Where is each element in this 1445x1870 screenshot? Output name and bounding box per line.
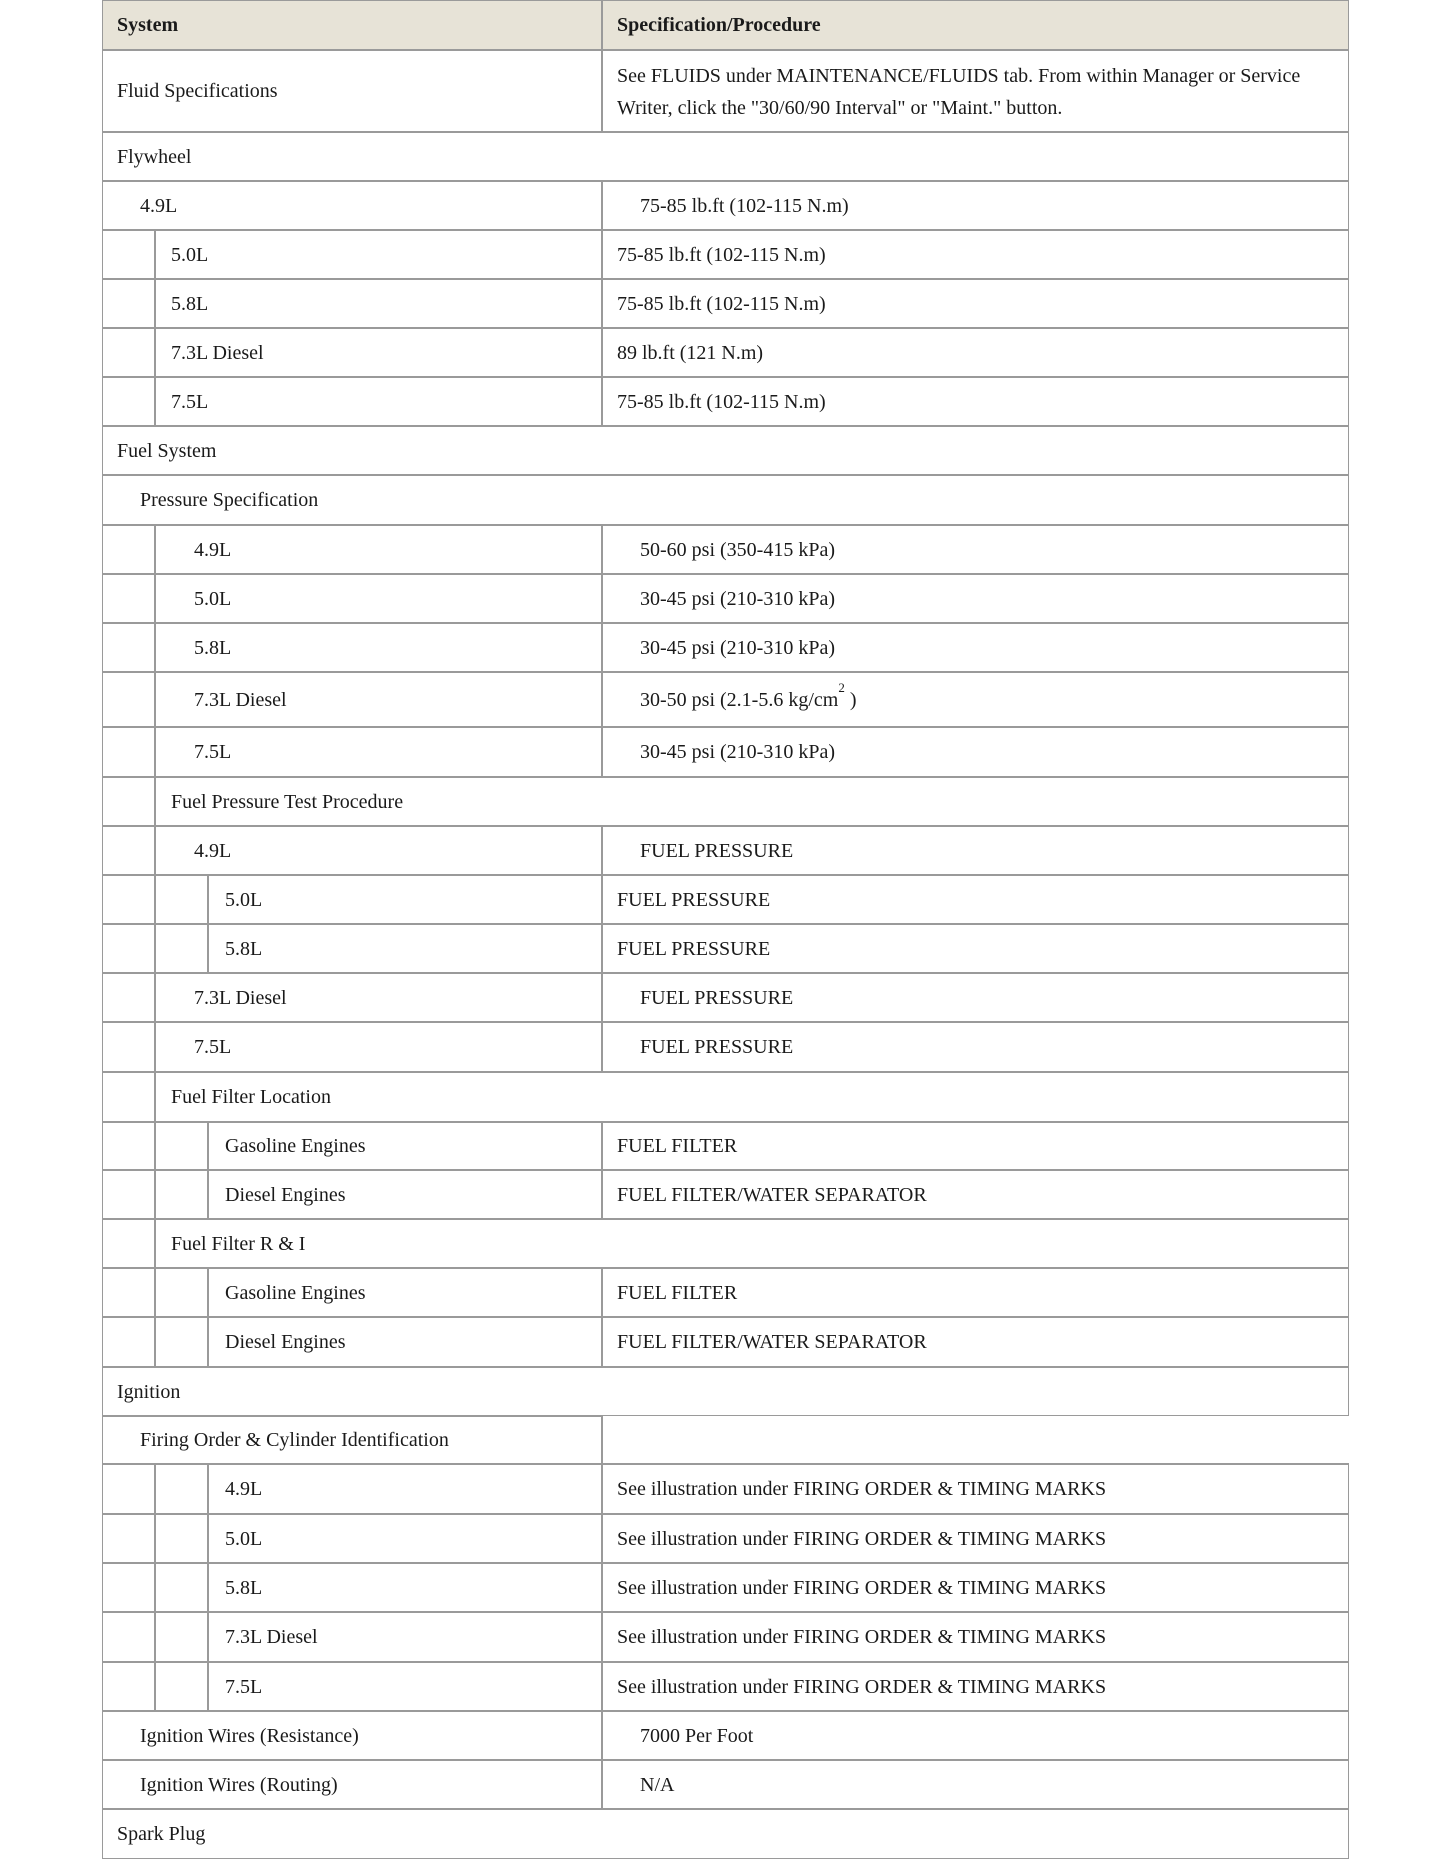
spec-text: 30-45 psi (210-310 kPa)	[640, 587, 835, 610]
system-cell	[102, 1711, 602, 1760]
indent-cell	[102, 1514, 155, 1563]
table-row-4-9l	[102, 181, 1349, 230]
system-label: 5.8L	[225, 1576, 263, 1599]
spec-text: See illustration under FIRING ORDER & TIMING MARKS	[617, 1675, 1107, 1698]
indent-cell	[102, 727, 155, 777]
table-row-diesel-engines	[102, 1317, 1349, 1367]
system-cell	[155, 230, 602, 279]
header-spec: Specification/Procedure	[602, 0, 1349, 50]
indent-cell	[102, 777, 155, 826]
table-row-7-5l	[102, 1022, 1349, 1072]
system-label: 5.0L	[225, 1527, 263, 1550]
indent-cell	[102, 826, 155, 875]
indent-cell	[102, 623, 155, 672]
spec-cell	[602, 826, 1349, 875]
table-row-7-3l-diesel	[102, 973, 1349, 1022]
table-row-pressure-specification	[102, 475, 1349, 525]
table-header-row	[102, 0, 1349, 50]
system-cell	[208, 1170, 602, 1219]
system-label: 5.8L	[171, 292, 209, 315]
table-row-7-5l	[102, 377, 1349, 426]
indent-cell	[102, 1072, 155, 1122]
spec-text: FUEL FILTER	[617, 1135, 738, 1157]
system-cell	[102, 50, 602, 132]
table-row-fuel-filter-location	[102, 1072, 1349, 1122]
system-label: Fuel Pressure Test Procedure	[171, 790, 404, 813]
system-label: Gasoline Engines	[225, 1135, 366, 1157]
spec-text: FUEL PRESSURE	[640, 839, 794, 862]
indent-cell	[102, 1219, 155, 1268]
system-cell	[208, 1514, 602, 1563]
spec-cell	[602, 1268, 1349, 1317]
system-label: 5.0L	[171, 243, 209, 266]
spec-text: See illustration under FIRING ORDER & TIMING MARKS	[617, 1478, 1107, 1500]
spec-text: 30-45 psi (210-310 kPa)	[640, 741, 835, 763]
spec-cell	[602, 727, 1349, 777]
indent-cell	[102, 1170, 155, 1219]
indent-cell	[102, 1464, 155, 1514]
system-label: 7.5L	[194, 1036, 232, 1058]
spec-cell	[602, 1760, 1349, 1809]
indent-cell	[102, 1317, 155, 1367]
system-label: 5.8L	[225, 937, 263, 960]
system-cell	[155, 777, 1349, 826]
table-row-fuel-pressure-test-procedure	[102, 777, 1349, 826]
system-cell	[155, 973, 602, 1022]
system-cell	[155, 279, 602, 328]
system-cell	[208, 1122, 602, 1170]
system-label: 5.0L	[225, 888, 263, 911]
system-label: Pressure Specification	[140, 489, 319, 511]
system-label: 5.8L	[194, 636, 232, 659]
system-label: Fuel Filter R & I	[171, 1232, 306, 1255]
system-label: 7.3L Diesel	[171, 341, 264, 364]
system-label: 7.5L	[171, 390, 209, 413]
spec-text: See illustration under FIRING ORDER & TIMING MARKS	[617, 1626, 1107, 1648]
table-row-4-9l	[102, 826, 1349, 875]
indent-cell	[155, 924, 208, 973]
system-cell	[155, 1219, 1349, 1268]
spec-text: FUEL PRESSURE	[640, 1036, 794, 1058]
spec-text: See FLUIDS under MAINTENANCE/FLUIDS tab. From within Manager or Service Writer, click the "30/60/90 Interval" or "Maint." button.	[617, 65, 1301, 119]
system-label: 7.3L Diesel	[225, 1626, 318, 1648]
indent-cell	[155, 1662, 208, 1711]
table-row-flywheel	[102, 132, 1349, 181]
spec-text: See illustration under FIRING ORDER & TIMING MARKS	[617, 1576, 1107, 1599]
indent-cell	[102, 574, 155, 623]
indent-cell	[102, 525, 155, 574]
system-cell	[102, 475, 1349, 525]
system-label: Firing Order & Cylinder Identification	[140, 1429, 449, 1451]
table-row-7-5l	[102, 727, 1349, 777]
table-row-5-8l	[102, 1563, 1349, 1612]
system-label: Diesel Engines	[225, 1183, 346, 1206]
indent-cell	[102, 672, 155, 727]
spec-text: N/A	[640, 1773, 675, 1796]
system-label: Gasoline Engines	[225, 1281, 366, 1304]
system-cell	[102, 181, 602, 230]
spec-cell	[602, 1170, 1349, 1219]
spec-text: 89 lb.ft (121 N.m)	[617, 341, 764, 364]
spec-superscript: 2	[838, 679, 845, 695]
spec-text: FUEL FILTER	[617, 1281, 738, 1304]
indent-cell	[102, 1122, 155, 1170]
system-label: 4.9L	[140, 194, 178, 217]
indent-cell	[155, 1170, 208, 1219]
indent-cell	[155, 1563, 208, 1612]
table-row-firing-order-cylinder-identification	[102, 1416, 1349, 1464]
system-cell	[155, 377, 602, 426]
system-label: Fluid Specifications	[117, 80, 278, 102]
table-row-4-9l	[102, 525, 1349, 574]
spec-text: 7000 Per Foot	[640, 1724, 754, 1747]
spec-cell	[602, 924, 1349, 973]
spec-cell	[602, 1022, 1349, 1072]
spec-cell	[602, 1711, 1349, 1760]
system-cell	[155, 826, 602, 875]
indent-cell	[102, 1662, 155, 1711]
table-row-5-0l	[102, 574, 1349, 623]
spec-cell	[602, 230, 1349, 279]
table-row-7-3l-diesel	[102, 328, 1349, 377]
table-row-ignition-wires-routing	[102, 1760, 1349, 1809]
indent-cell	[102, 230, 155, 279]
spec-cell	[602, 623, 1349, 672]
spec-cell	[602, 1317, 1349, 1367]
system-cell	[102, 1367, 1349, 1416]
system-cell	[102, 1809, 1349, 1859]
table-row-7-3l-diesel	[102, 672, 1349, 727]
spec-cell	[602, 1122, 1349, 1170]
system-cell	[208, 1464, 602, 1514]
table-row-5-8l	[102, 279, 1349, 328]
spec-cell	[602, 1662, 1349, 1711]
system-label: 4.9L	[225, 1478, 263, 1500]
system-cell	[155, 574, 602, 623]
spec-cell	[602, 973, 1349, 1022]
spec-cell	[602, 1514, 1349, 1563]
system-cell	[102, 1760, 602, 1809]
spec-text: FUEL FILTER/WATER SEPARATOR	[617, 1183, 927, 1206]
indent-cell	[102, 924, 155, 973]
spec-table	[102, 0, 1349, 1859]
spec-text: FUEL PRESSURE	[617, 937, 771, 960]
spec-text: FUEL PRESSURE	[640, 986, 794, 1009]
system-cell	[155, 1072, 1349, 1122]
table-row-fuel-filter-r-i	[102, 1219, 1349, 1268]
table-row-5-0l	[102, 230, 1349, 279]
system-cell	[155, 1022, 602, 1072]
indent-cell	[155, 1612, 208, 1662]
indent-cell	[155, 1122, 208, 1170]
table-row-spark-plug	[102, 1809, 1349, 1859]
table-row-5-8l	[102, 623, 1349, 672]
table-row-gasoline-engines	[102, 1268, 1349, 1317]
system-cell	[208, 1317, 602, 1367]
system-label: 5.0L	[194, 587, 232, 610]
table-row-5-8l	[102, 924, 1349, 973]
indent-cell	[102, 377, 155, 426]
system-label: Ignition	[117, 1380, 181, 1403]
system-cell	[102, 1416, 602, 1464]
indent-cell	[102, 1563, 155, 1612]
system-label: 4.9L	[194, 839, 232, 862]
system-label: 7.3L Diesel	[194, 688, 287, 711]
spec-text: 75-85 lb.ft (102-115 N.m)	[617, 243, 826, 266]
table-row-ignition-wires-resistance	[102, 1711, 1349, 1760]
spec-cell	[602, 1612, 1349, 1662]
system-cell	[208, 1563, 602, 1612]
system-label: Diesel Engines	[225, 1331, 346, 1353]
system-cell	[155, 525, 602, 574]
system-label: 7.5L	[194, 741, 232, 763]
indent-cell	[155, 1464, 208, 1514]
system-cell	[155, 727, 602, 777]
table-row-diesel-engines	[102, 1170, 1349, 1219]
spec-text: FUEL PRESSURE	[617, 888, 771, 911]
spec-cell	[602, 875, 1349, 924]
spec-text: 75-85 lb.ft (102-115 N.m)	[640, 194, 849, 217]
spec-cell	[602, 181, 1349, 230]
system-label: Fuel Filter Location	[171, 1086, 331, 1108]
system-cell	[155, 623, 602, 672]
indent-cell	[102, 1268, 155, 1317]
system-label: Spark Plug	[117, 1823, 206, 1845]
indent-cell	[102, 973, 155, 1022]
spec-cell	[602, 525, 1349, 574]
indent-cell	[155, 1317, 208, 1367]
spec-text: 75-85 lb.ft (102-115 N.m)	[617, 292, 826, 315]
spec-text: 50-60 psi (350-415 kPa)	[640, 538, 835, 561]
spec-cell	[602, 328, 1349, 377]
spec-cell	[602, 279, 1349, 328]
table-row-ignition	[102, 1367, 1349, 1416]
indent-cell	[102, 328, 155, 377]
indent-cell	[155, 1268, 208, 1317]
indent-cell	[102, 1022, 155, 1072]
spec-text: 30-45 psi (210-310 kPa)	[640, 636, 835, 659]
system-cell	[208, 1612, 602, 1662]
system-cell	[155, 672, 602, 727]
spec-text: 75-85 lb.ft (102-115 N.m)	[617, 390, 826, 413]
system-label: 7.3L Diesel	[194, 986, 287, 1009]
spec-cell	[602, 672, 1349, 727]
table-row-7-3l-diesel	[102, 1612, 1349, 1662]
system-cell	[102, 426, 1349, 475]
indent-cell	[102, 279, 155, 328]
system-label: Ignition Wires (Routing)	[140, 1773, 338, 1796]
system-cell	[208, 1662, 602, 1711]
indent-cell	[155, 1514, 208, 1563]
table-row-gasoline-engines	[102, 1122, 1349, 1170]
spec-cell	[602, 1464, 1349, 1514]
spec-cell	[602, 1563, 1349, 1612]
spec-cell	[602, 50, 1349, 132]
header-system: System	[102, 0, 602, 50]
system-cell	[208, 875, 602, 924]
empty-spec-area	[602, 1416, 1349, 1464]
spec-text: 30-50 psi (2.1-5.6 $kg/cm^2$ )	[640, 679, 857, 711]
spec-cell	[602, 377, 1349, 426]
table-row-4-9l	[102, 1464, 1349, 1514]
spec-text: See illustration under FIRING ORDER & TIMING MARKS	[617, 1527, 1107, 1550]
table-row-5-0l	[102, 875, 1349, 924]
system-label: 4.9L	[194, 538, 232, 561]
system-cell	[155, 328, 602, 377]
table-row-fuel-system	[102, 426, 1349, 475]
table-row-7-5l	[102, 1662, 1349, 1711]
indent-cell	[102, 1612, 155, 1662]
system-label: 7.5L	[225, 1675, 263, 1698]
system-label: Fuel System	[117, 439, 217, 462]
table-row-5-0l	[102, 1514, 1349, 1563]
spec-text: FUEL FILTER/WATER SEPARATOR	[617, 1331, 927, 1353]
spec-cell	[602, 574, 1349, 623]
system-label: Ignition Wires (Resistance)	[140, 1724, 359, 1747]
system-cell	[208, 1268, 602, 1317]
system-label: Flywheel	[117, 145, 192, 168]
table-row-fluid-specifications	[102, 50, 1349, 132]
system-cell	[208, 924, 602, 973]
system-cell	[102, 132, 1349, 181]
indent-cell	[155, 875, 208, 924]
indent-cell	[102, 875, 155, 924]
